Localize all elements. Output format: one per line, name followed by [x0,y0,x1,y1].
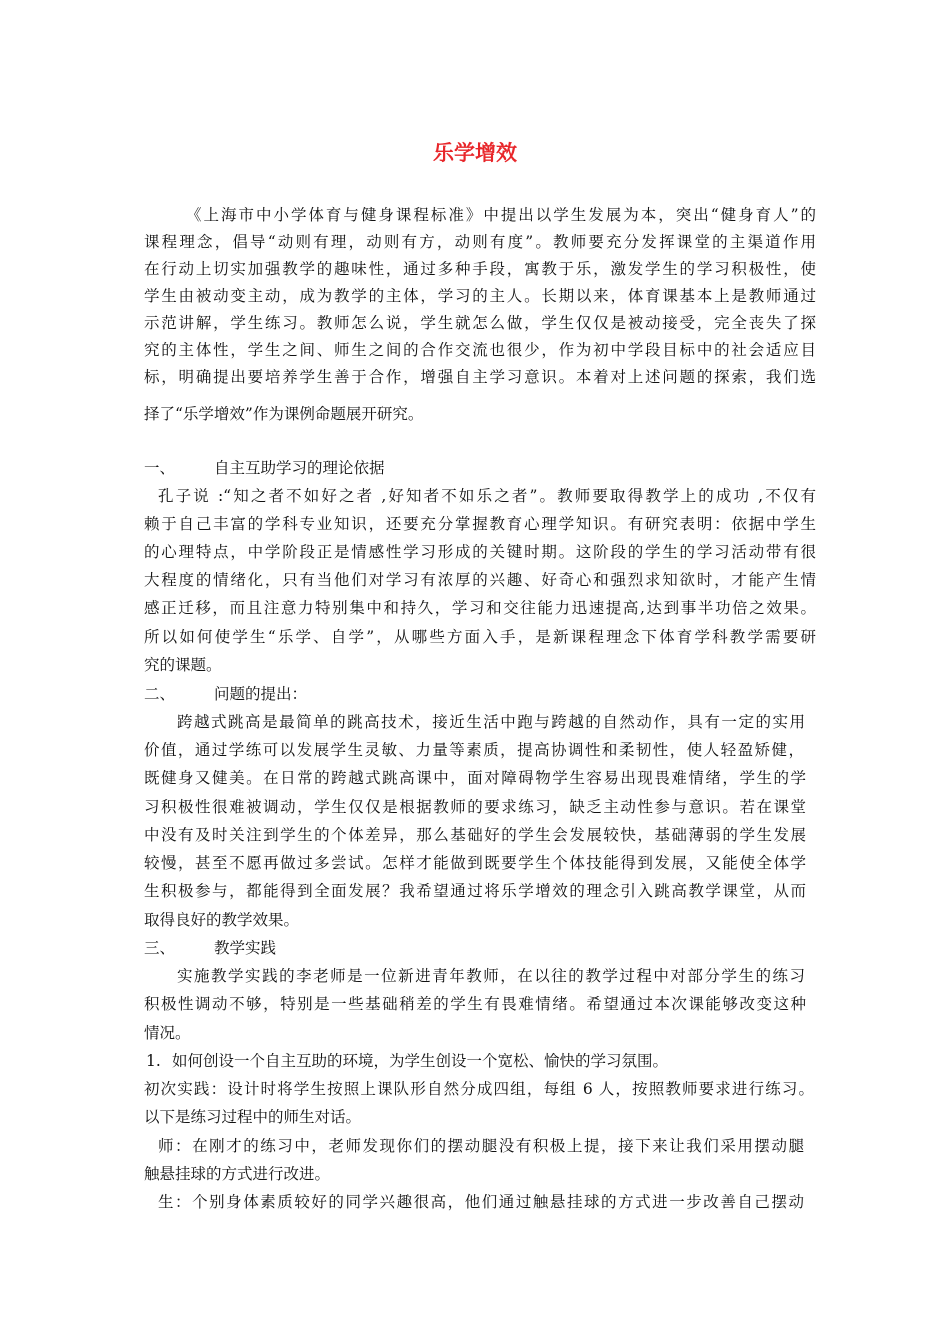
body-line: 价值，通过学练可以发展学生灵敏、力量等素质，提高协调性和柔韧性，使人轻盈矫健， [144,741,804,759]
body-line: 习积极性很难被调动，学生仅仅是根据教师的要求练习，缺乏主动性参与意识。若在课堂 [144,798,806,816]
intro-line: 究的主体性，学生之间、师生之间的合作交流也很少，作为初中学段目标中的社会适应目 [144,341,816,359]
body-line: 以下是练习过程中的师生对话。 [144,1108,362,1126]
section-number: 二、 [144,685,176,703]
body-line: 中没有及时关注到学生的个体差异，那么基础好的学生会发展较快，基础薄弱的学生发展 [144,826,806,844]
body-line: 的心理特点，中学阶段正是情感性学习形成的关键时期。这阶段的学生的学习活动带有很 [144,543,816,561]
dialogue-student-line: 生：个别身体素质较好的同学兴趣很高，他们通过触悬挂球的方式进一步改善自己摆动 [158,1193,804,1211]
intro-line: 课程理念，倡导“动则有理，动则有方，动则有度”。教师要充分发挥课堂的主渠道作用 [144,233,816,251]
body-line: 情况。 [144,1024,191,1042]
section-heading: 教学实践 [214,939,277,957]
intro-line: 择了“乐学增效”作为课例命题展开研究。 [144,405,424,423]
body-line: 感正迁移，而且注意力特别集中和持久，学习和交往能力迅速提高,达到事半功倍之效果。 [144,599,816,617]
intro-line: 在行动上切实加强教学的趣味性，通过多种手段，寓教于乐，激发学生的学习积极性，使 [144,260,816,278]
body-line: 初次实践：设计时将学生按照上课队形自然分成四组，每组 6 人，按照教师要求进行练习。 [144,1080,814,1098]
body-line: 究的课题。 [144,656,222,674]
body-line: 既健身又健美。在日常的跨越式跳高课中，面对障碍物学生容易出现畏难情绪，学生的学 [144,769,806,787]
section-number: 一、 [144,459,176,477]
body-line: 积极性调动不够，特别是一些基础稍差的学生有畏难情绪。希望通过本次课能够改变这种 [144,995,806,1013]
body-line: 赖于自己丰富的学科专业知识，还要充分掌握教育心理学知识。有研究表明：依据中学生 [144,515,816,533]
body-line: 较慢，甚至不愿再做过多尝试。怎样才能做到既要学生个体技能得到发展，又能使全体学 [144,854,806,872]
section-number: 三、 [144,939,176,957]
body-line: 实施教学实践的李老师是一位新进青年教师，在以往的教学过程中对部分学生的练习 [177,967,805,985]
body-line: 取得良好的教学效果。 [144,911,300,929]
body-line: 跨越式跳高是最简单的跳高技术，接近生活中跑与跨越的自然动作，具有一定的实用 [177,713,805,731]
dialogue-teacher-line: 触悬挂球的方式进行改进。 [144,1165,331,1183]
body-line: 孔子说 :“知之者不如好之者 ,好知者不如乐之者”。教师要取得教学上的成功 ,不仅有 [158,487,816,505]
intro-line: 学生由被动变主动，成为教学的主体，学习的主人。长期以来，体育课基本上是教师通过 [144,287,816,305]
dialogue-teacher-line: 师：在刚才的练习中，老师发现你们的摆动腿没有积极上提，接下来让我们采用摆动腿 [158,1137,804,1155]
document-title: 乐学增效 [433,141,517,165]
section-heading: 问题的提出： [214,685,308,703]
intro-line: 示范讲解，学生练习。教师怎么说，学生就怎么做，学生仅仅是被动接受，完全丧失了探 [144,314,816,332]
intro-line: 《上海市中小学体育与健身课程标准》中提出以学生发展为本，突出“健身育人”的 [186,206,816,224]
body-line: 生积极参与，都能得到全面发展？我希望通过将乐学增效的理念引入跳高教学课堂，从而 [144,882,806,900]
intro-line: 标，明确提出要培养学生善于合作，增强自主学习意识。本着对上述问题的探索，我们选 [144,368,816,386]
item-number: 1. [146,1052,161,1070]
body-line: 大程度的情绪化，只有当他们对学习有浓厚的兴趣、好奇心和强烈求知欲时，才能产生情 [144,571,816,589]
section-heading: 自主互助学习的理论依据 [214,459,385,477]
body-line: 所以如何使学生“乐学、自学”，从哪些方面入手，是新课程理念下体育学科教学需要研 [144,628,816,646]
item-text: 如何创设一个自主互助的环境，为学生创设一个宽松、愉快的学习氛围。 [172,1052,669,1070]
